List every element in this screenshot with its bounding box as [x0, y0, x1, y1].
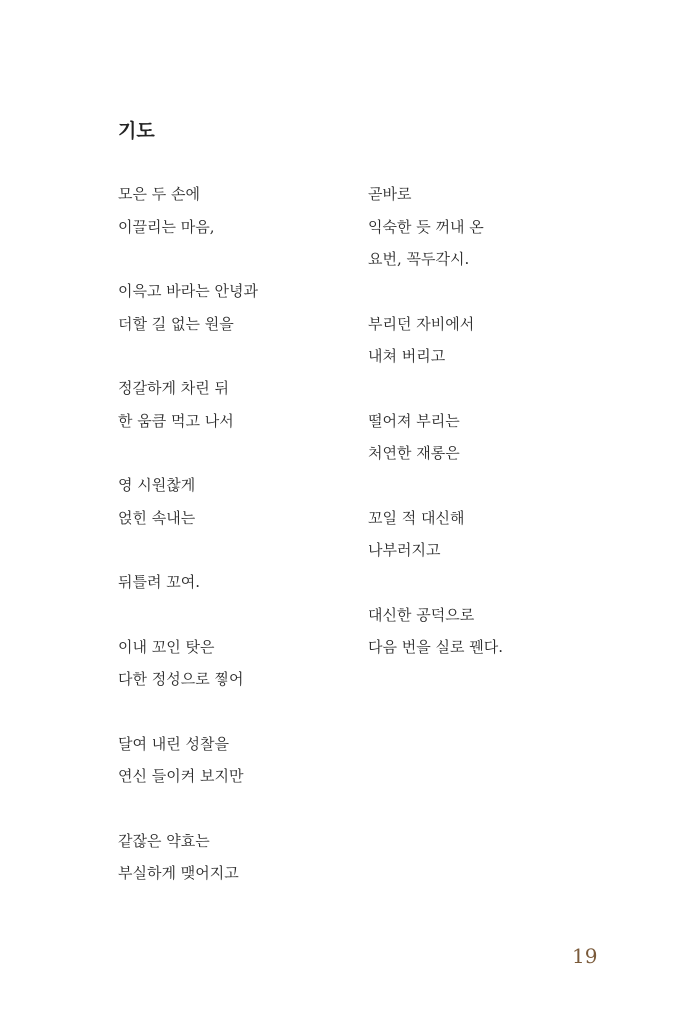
stanza: [368, 178, 503, 276]
poem-line: 내쳐 버리고: [368, 347, 446, 365]
page-number: 19: [572, 944, 598, 968]
stanza: [118, 566, 258, 599]
stanza: [118, 728, 258, 793]
stanza: [118, 469, 258, 534]
poem-line: 익숙한 듯 꺼내 온: [368, 217, 484, 236]
stanza: [118, 825, 258, 890]
poem-line: 나부러지고: [368, 541, 441, 559]
poem-line: 이윽고 바라는 안녕과: [118, 282, 258, 300]
poem-line: 영 시원찮게: [118, 476, 196, 494]
poem-line: 모은 두 손에: [118, 185, 200, 203]
poem-line: 부실하게 맺어지고: [118, 864, 239, 882]
poem-line: 대신한 공덕으로: [368, 605, 475, 624]
poem-line: 다한 정성으로 찧어: [118, 670, 244, 688]
poem-line: 같잖은 약효는: [118, 831, 210, 850]
poem-column-right: [368, 178, 503, 696]
poem-line: 한 움큼 먹고 나서: [118, 411, 234, 430]
poem-line: 요번, 꼭두각시.: [368, 250, 470, 268]
poem-column-left: [118, 178, 258, 922]
stanza: [118, 372, 258, 437]
poem-line: 곧바로: [368, 185, 412, 203]
poem-line: 얹힌 속내는: [118, 508, 196, 527]
poem-line: 다음 번을 실로 꿴다.: [368, 638, 503, 656]
stanza: [368, 405, 503, 470]
stanza: [368, 308, 503, 373]
poem-line: 정갈하게 차린 뒤: [118, 379, 229, 397]
poem-line: 처연한 재롱은: [368, 444, 460, 462]
poem-line: 연신 들이켜 보지만: [118, 767, 244, 785]
poem-line: 꼬일 적 대신해: [368, 508, 465, 527]
poem-line: 더할 길 없는 원을: [118, 314, 234, 333]
poem-line: 뒤틀려 꼬여.: [118, 573, 200, 591]
poem-line: 달여 내린 성찰을: [118, 734, 229, 753]
stanza: [368, 502, 503, 567]
poem-line: 이끌리는 마음,: [118, 217, 215, 236]
poem-line: 이내 꼬인 탓은: [118, 637, 215, 656]
stanza: [118, 275, 258, 340]
poem-title: 기도: [118, 120, 155, 142]
poem-line: 부리던 자비에서: [368, 314, 475, 333]
stanza: [118, 631, 258, 696]
poem-line: 떨어져 부리는: [368, 411, 460, 430]
stanza: [368, 599, 503, 664]
stanza: [118, 178, 258, 243]
